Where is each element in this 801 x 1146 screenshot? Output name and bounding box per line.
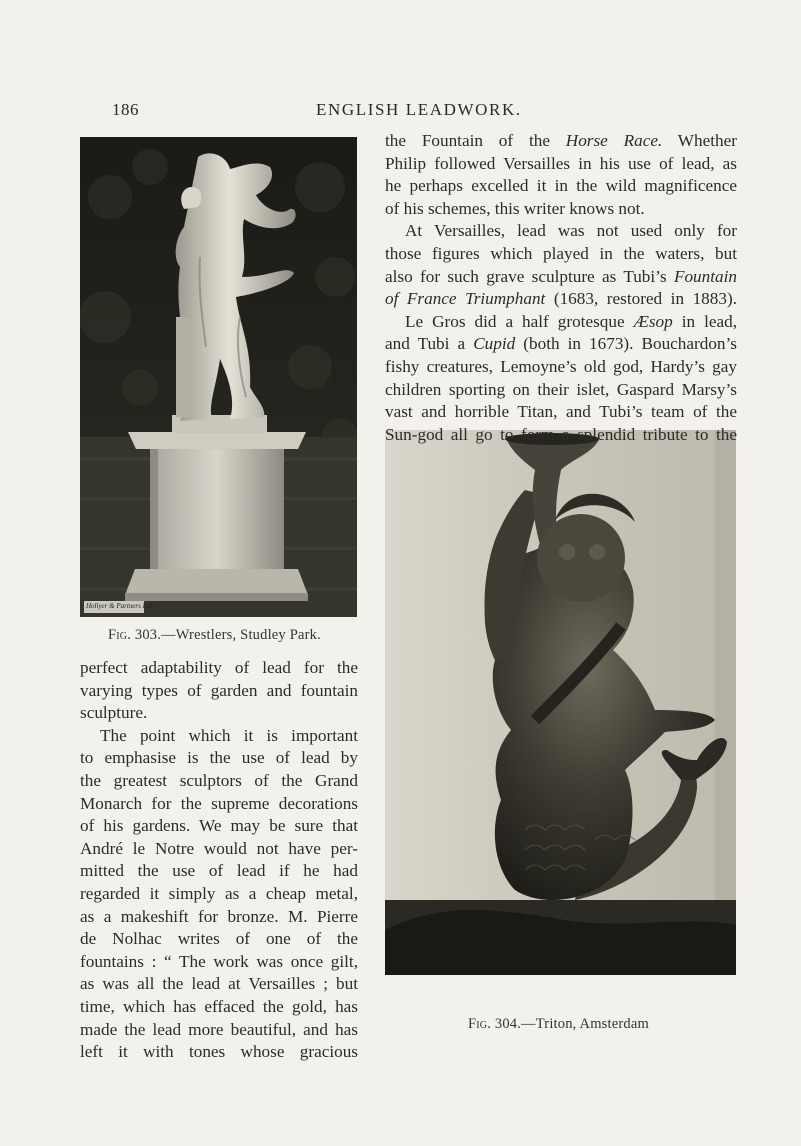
text-line: made the lead more beautiful, and has [80,1019,358,1039]
figure-304-caption-text: —Triton, Amsterdam [521,1016,649,1032]
text-line: those figures which played in the waters, but [385,243,737,263]
text-line: At Versailles, lead was not used only for [405,221,737,241]
text-line: regarded it simply as a cheap metal, [80,883,358,903]
triton-photo [385,430,736,975]
text-line: perfect adaptability of lead for the [80,658,358,677]
text-line: Sun-god all go to form a splendid tribute to the [385,424,737,444]
text-line: mitted the use of lead if he had [80,861,358,881]
text-line: as a makeshift for bronze. M. Pierre [80,906,358,926]
text-line: and Tubi a Cupid (both in 1673). Bouchardon’s [385,334,737,354]
text-line: left it with tones whose gracious [80,1042,358,1062]
text-line: fishy creatures, Lemoyne’s old god, Hardy’s gay [385,356,737,376]
text-line: to emphasise is the use of lead by [80,748,358,768]
right-column-text [385,130,737,446]
text-line: the greatest sculptors of the Grand [80,770,358,790]
photographer-plate-mark: Hollyer & Partners Ltd. [86,602,154,610]
wrestlers-statue-illustration [80,137,357,617]
running-title: ENGLISH LEADWORK. [316,100,522,119]
text-line: Philip followed Versailles in his use of lead, as [385,153,737,173]
text-line: The point which it is important [100,725,358,745]
text-line: of his gardens. We may be sure that [80,816,358,836]
page-number: 186 [112,100,139,119]
text-line: he perhaps excelled it in the wild magnificence [385,176,737,196]
figure-303-label: Fig. 303. [108,627,162,643]
text-line: children sporting on their islet, Gaspard Marsy’s [385,379,737,399]
left-column-text [80,657,358,1064]
triton-statue-illustration [385,430,736,975]
text-line: vast and horrible Titan, and Tubi’s team of the [385,402,737,422]
text-line: also for such grave sculpture as Tubi’s Fountain [385,266,737,286]
text-line: the Fountain of the Horse Race. Whether [385,131,737,150]
figure-303-caption-text: —Wrestlers, Studley Park. [161,627,321,643]
figure-303-caption [108,627,321,644]
text-line: de Nolhac writes of one of the [80,929,358,949]
text-line: as was all the lead at Versailles ; but [80,974,358,994]
text-line: of France Triumphant (1683, restored in 1883). [385,289,737,309]
wrestlers-photo [80,137,357,617]
figure-304-caption [468,1016,649,1033]
text-line: time, which has effaced the gold, has [80,996,358,1016]
text-line: Monarch for the supreme decorations [80,793,358,813]
text-line: André le Notre would not have per- [80,838,358,858]
text-line: fountains : “ The work was once gilt, [80,951,358,971]
text-line: varying types of garden and fountain [80,680,358,700]
figure-304-label: Fig. 304. [468,1016,522,1032]
text-line: sculpture. [80,703,148,723]
text-line: of his schemes, this writer knows not. [385,198,645,218]
text-line: Le Gros did a half grotesque Æsop in lead, [405,311,737,331]
